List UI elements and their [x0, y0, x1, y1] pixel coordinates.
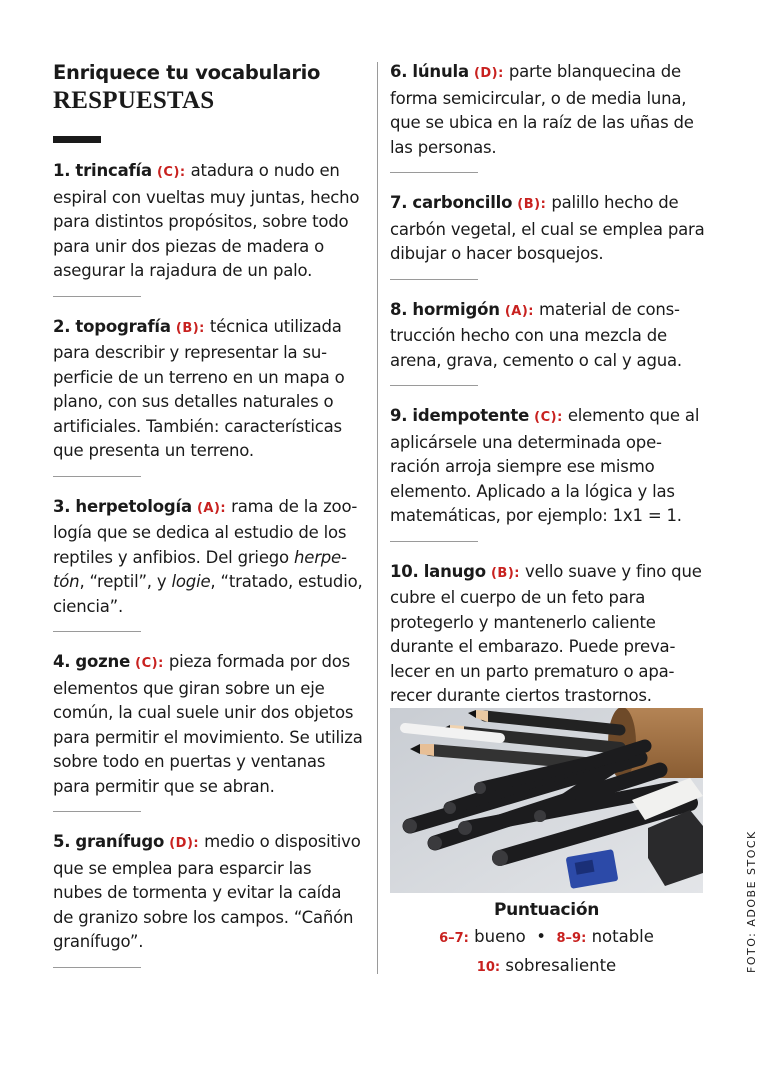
entry-definition: elemento que al aplicársele una determinada operación arroja siempre ese mismo elemento. Aplicado a la lógica y las matemáticas, por ejemplo: 1x1 = 1.	[390, 406, 700, 525]
entry-divider	[390, 541, 478, 542]
entry-letter: (B):	[175, 320, 205, 336]
entry-term: trincafía	[75, 161, 152, 180]
entry-definition: parte blanquecina de forma semicircular, o de media luna, que se ubica en la raíz de las uñas de las personas.	[390, 62, 694, 157]
left-column	[53, 60, 365, 986]
entry-definition: material de construcción hecho con una mezcla de arena, grava, cemento o cal y agua.	[390, 299, 682, 370]
entry-letter: (C):	[135, 656, 164, 671]
answer-entry-5	[53, 830, 365, 955]
answer-entry-10	[390, 560, 705, 709]
answer-entry-1	[53, 159, 365, 284]
entry-number: 5.	[53, 832, 71, 851]
page-subtitle: RESPUESTAS	[53, 87, 215, 114]
score-label: bueno	[474, 927, 526, 946]
entry-term: carboncillo	[412, 193, 513, 212]
score-range: 10:	[476, 960, 501, 975]
entry-term: idempotente	[412, 406, 530, 425]
column-divider	[377, 62, 378, 974]
score-range: 6–7:	[439, 931, 469, 946]
entry-number: 1.	[53, 161, 71, 180]
entry-definition: medio o dispositivo que se emplea para esparcir las nubes de tormenta y evitar la caída de granizo sobre los campos. “Cañón granífugo”.	[53, 832, 361, 951]
answer-entry-7	[390, 191, 705, 267]
entry-divider	[53, 967, 141, 968]
entry-definition-italic: logie	[171, 572, 211, 591]
score-label: sobresaliente	[505, 956, 617, 975]
entry-number: 10.	[390, 561, 419, 581]
score-line-2	[390, 952, 703, 981]
entry-term: granífugo	[75, 832, 165, 851]
score-separator: •	[536, 927, 547, 946]
score-title: Puntuación	[493, 900, 600, 920]
entry-number: 4.	[53, 652, 71, 671]
entry-term: lanugo	[423, 561, 486, 581]
entry-divider	[53, 631, 141, 632]
entry-number: 9.	[390, 406, 408, 425]
entry-divider	[53, 296, 141, 297]
answer-entry-4	[53, 650, 365, 799]
page-title: Enriquece tu vocabulario	[53, 61, 321, 84]
answer-entry-3	[53, 495, 365, 620]
entry-number: 2.	[53, 316, 71, 336]
entry-letter: (D):	[473, 66, 504, 81]
entry-letter: (C):	[156, 165, 186, 180]
entry-divider	[53, 811, 141, 812]
entry-term: herpetología	[75, 496, 192, 516]
answer-entry-6	[390, 60, 705, 160]
entry-number: 8.	[390, 299, 408, 319]
right-column	[390, 60, 705, 709]
photo-credit: FOTO: ADOBE STOCK	[745, 830, 758, 973]
entry-term: hormigón	[412, 299, 500, 319]
entry-definition-part: , “reptil”, y	[79, 572, 172, 591]
entry-definition: pieza formada por dos elementos que giran sobre un eje común, la cual suele unir dos objetos para permitir el movimiento. Se utiliza sobre todo en puertas y ventanas para permitir que se abran.	[53, 652, 363, 796]
answer-entry-9	[390, 404, 705, 529]
entry-number: 7.	[390, 193, 408, 212]
score-box	[390, 897, 703, 981]
score-label: notable	[591, 927, 654, 946]
title-bar	[53, 136, 101, 143]
entry-letter: (A):	[504, 303, 534, 319]
entry-definition-part: rama de la zoología que se dedica al estudio de los reptiles y anfibios. Del griego	[53, 496, 358, 567]
entry-number: 6.	[390, 62, 408, 81]
entry-definition-italic: herpetón	[53, 547, 347, 591]
entry-letter: (A):	[196, 500, 227, 516]
entry-definition: vello suave y fino que cubre el cuerpo de un feto para protegerlo y mantenerlo caliente durante el embarazo. Puede prevalecer en un parto prematuro o aparecer durante ciertos trastornos.	[390, 561, 702, 705]
score-line-1	[390, 923, 703, 952]
entry-definition: técnica utilizada para describir y representar la superficie de un terreno en un mapa o plano, con sus detalles naturales o artificiales. También: características que presenta un terreno.	[53, 316, 345, 460]
entry-divider	[390, 172, 478, 173]
charcoal-photo	[390, 708, 703, 893]
entry-definition: palillo hecho de carbón vegetal, el cual se emplea para dibujar o hacer bosquejos.	[390, 193, 705, 263]
answer-entry-2	[53, 315, 365, 464]
entry-letter: (D):	[169, 836, 200, 851]
entry-term: topografía	[75, 316, 171, 336]
score-range: 8–9:	[556, 931, 587, 946]
entry-divider	[53, 476, 141, 477]
entry-number: 3.	[53, 496, 71, 516]
entry-definition-part: , “tratado, estudio, ciencia”.	[53, 572, 363, 616]
entry-letter: (B):	[517, 197, 547, 212]
entry-term: gozne	[75, 652, 131, 671]
entry-divider	[390, 385, 478, 386]
entry-divider	[390, 279, 478, 280]
entry-definition: atadura o nudo en espiral con vueltas muy juntas, hecho para distintos propósitos, sobre todo para unir dos piezas de madera o asegurar la rajadura de un palo.	[53, 161, 360, 280]
entry-term: lúnula	[412, 62, 469, 81]
entry-letter: (C):	[534, 410, 563, 425]
entry-letter: (B):	[490, 565, 520, 581]
answer-entry-8	[390, 298, 705, 374]
